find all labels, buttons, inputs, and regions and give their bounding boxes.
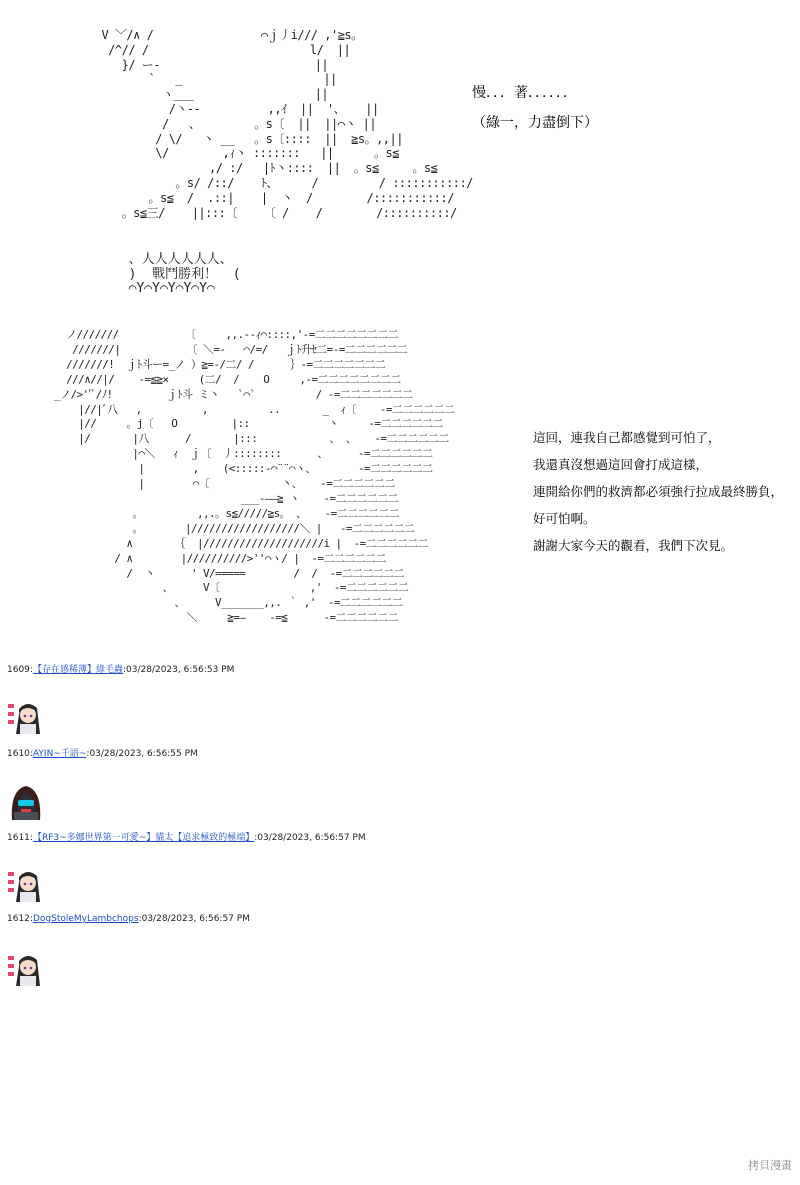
post-author-link[interactable]: 【RF3~多娜世界第一可愛~】貓太【追求極致的極端】 bbox=[32, 833, 255, 843]
narration-line: 這回，連我自己都感覺到可怕了， bbox=[533, 430, 721, 445]
post-item bbox=[0, 662, 800, 746]
hooded-robot-avatar-icon bbox=[6, 782, 46, 822]
post-number: 1609 bbox=[7, 665, 30, 675]
narration-top bbox=[472, 78, 598, 138]
narration-line: 慢．．．著．．．．．． bbox=[472, 85, 577, 101]
post-number: 1611 bbox=[7, 833, 30, 843]
post-item bbox=[0, 746, 800, 830]
post-item bbox=[0, 830, 800, 914]
ascii-art-face: ノ/////// 〔 ,,.-‐ｨ⌒::::,'-=二二二二二二二二 ///////| 〔 ＼=- ⌒/=/ ｊﾄ升ｾ二=-=二二二二二二 ///////! ｊﾄ斗ー=_ノ ）≧=-/二/ / ｝-=二二二二二二二 ///∧//|/ -=≦≧× (二/ / O ,-=二二二二二二二二 _ノ/>''ﾞ/ﾉ! ｊﾄ斗 ミ丶 `⌒` / -=二二二二二二二 |//|ﾞ八 , , .. _ ｨ〔 -=二二二二二二 |// 。j〔 O |:: 丶 -=二二二二二二 |/ |八 / |::: 、 、 -=二二二二二二 |⌒＼ ｨ ｊ〔 丿:::::::: 、 -=二二二二二二 | , (<:::::-⌒¨¨⌒ヽ、 -=二二二二二二 | ⌒〔 丶、 -=二二二二二二 ___-――≧ ヽ -=二二二二二二 。 ,,.。s≦/////≧s。 、 -=二二二二二二 。 |//////////////////＼ | -=二二二二二二 ∧ ｛ |////////////////////i | -=二二二二二二 / ∧ |//////////>''⌒ヽ/ | -=二二二二二二 / 丶 ' V/===== / / -=二二二二二二 、 V〔 ,' -=二二二二二二 、 V_______,,. ｀ ,' -=二二二二二二 ＼ ≧=― -=≦ -=二二二二二二 bbox=[54, 328, 455, 625]
post-author-link[interactable]: 【存在感稀薄】綠毛蟲 bbox=[32, 665, 123, 675]
ascii-art-collapse: V ﹀/∧ / ⌒ｊ丿i/// ,'≧s。 /^// / l/ || }/ ー- || ` _ || ヽ___ || /丶-‐ ,,ｲ || '、 || / 、 。s〔 || ||⌒丶 || / \/ 丶 __ 。s〔:::: || ≧s。,,|| \/ ,ｨ丶 ::::::: || 。s≦ ,/ :/ |ﾄ丶:::: || 。s≦ 。s≦ 。s/ /::/ ﾄ、 / / :::::::::::/ 。s≦ / .::| | 丶 / /:::::::::::/ 。s≦三/ ||:::〔 〔 / / /::::::::::/ bbox=[101, 28, 473, 220]
post-item bbox=[0, 914, 800, 998]
narration-line: 好可怕啊。 bbox=[533, 511, 596, 526]
post-header: 1609:【存在感稀薄】綠毛蟲:03/28/2023, 6:56:53 PM bbox=[7, 665, 235, 675]
post-number: 1612 bbox=[7, 914, 30, 924]
narration-line: 我還真沒想過這回會打成這樣， bbox=[533, 457, 709, 472]
narration-line: 連開給你們的救濟都必須強行拉成最終勝負， bbox=[533, 484, 784, 499]
post-timestamp: 03/28/2023, 6:56:57 PM bbox=[257, 833, 366, 843]
anime-girl-avatar-icon bbox=[6, 866, 46, 906]
post-timestamp: 03/28/2023, 6:56:53 PM bbox=[126, 665, 235, 675]
post-author-link[interactable]: DogStoleMyLambchops bbox=[32, 914, 139, 924]
post-author-link[interactable]: AYIN~千語~ bbox=[32, 749, 87, 759]
post-header: 1610:AYIN~千語~:03/28/2023, 6:56:55 PM bbox=[7, 749, 198, 759]
post-timestamp: 03/28/2023, 6:56:55 PM bbox=[89, 749, 198, 759]
post-header: 1611:【RF3~多娜世界第一可愛~】貓太【追求極致的極端】:03/28/2023, 6:56:57 PM bbox=[7, 833, 366, 843]
anime-girl-avatar-icon bbox=[6, 698, 46, 738]
ascii-art-victory-bubble: 、人人人人人人、 ) 戰鬥勝利！ ( ⌒Y⌒Y⌒Y⌒Y⌒Y⌒ bbox=[128, 252, 241, 296]
narration-line: （綠一，力盡倒下） bbox=[472, 115, 598, 131]
post-timestamp: 03/28/2023, 6:56:57 PM bbox=[141, 914, 250, 924]
narration-line: 謝謝大家今天的觀看，我們下次見。 bbox=[533, 538, 734, 553]
anime-girl-avatar-icon bbox=[6, 950, 46, 990]
narration-closing bbox=[533, 424, 783, 559]
post-number: 1610 bbox=[7, 749, 30, 759]
post-list bbox=[0, 662, 800, 998]
post-header: 1612:DogStoleMyLambchops:03/28/2023, 6:56:57 PM bbox=[7, 914, 250, 924]
watermark: 拷貝漫畫 bbox=[748, 1159, 792, 1172]
